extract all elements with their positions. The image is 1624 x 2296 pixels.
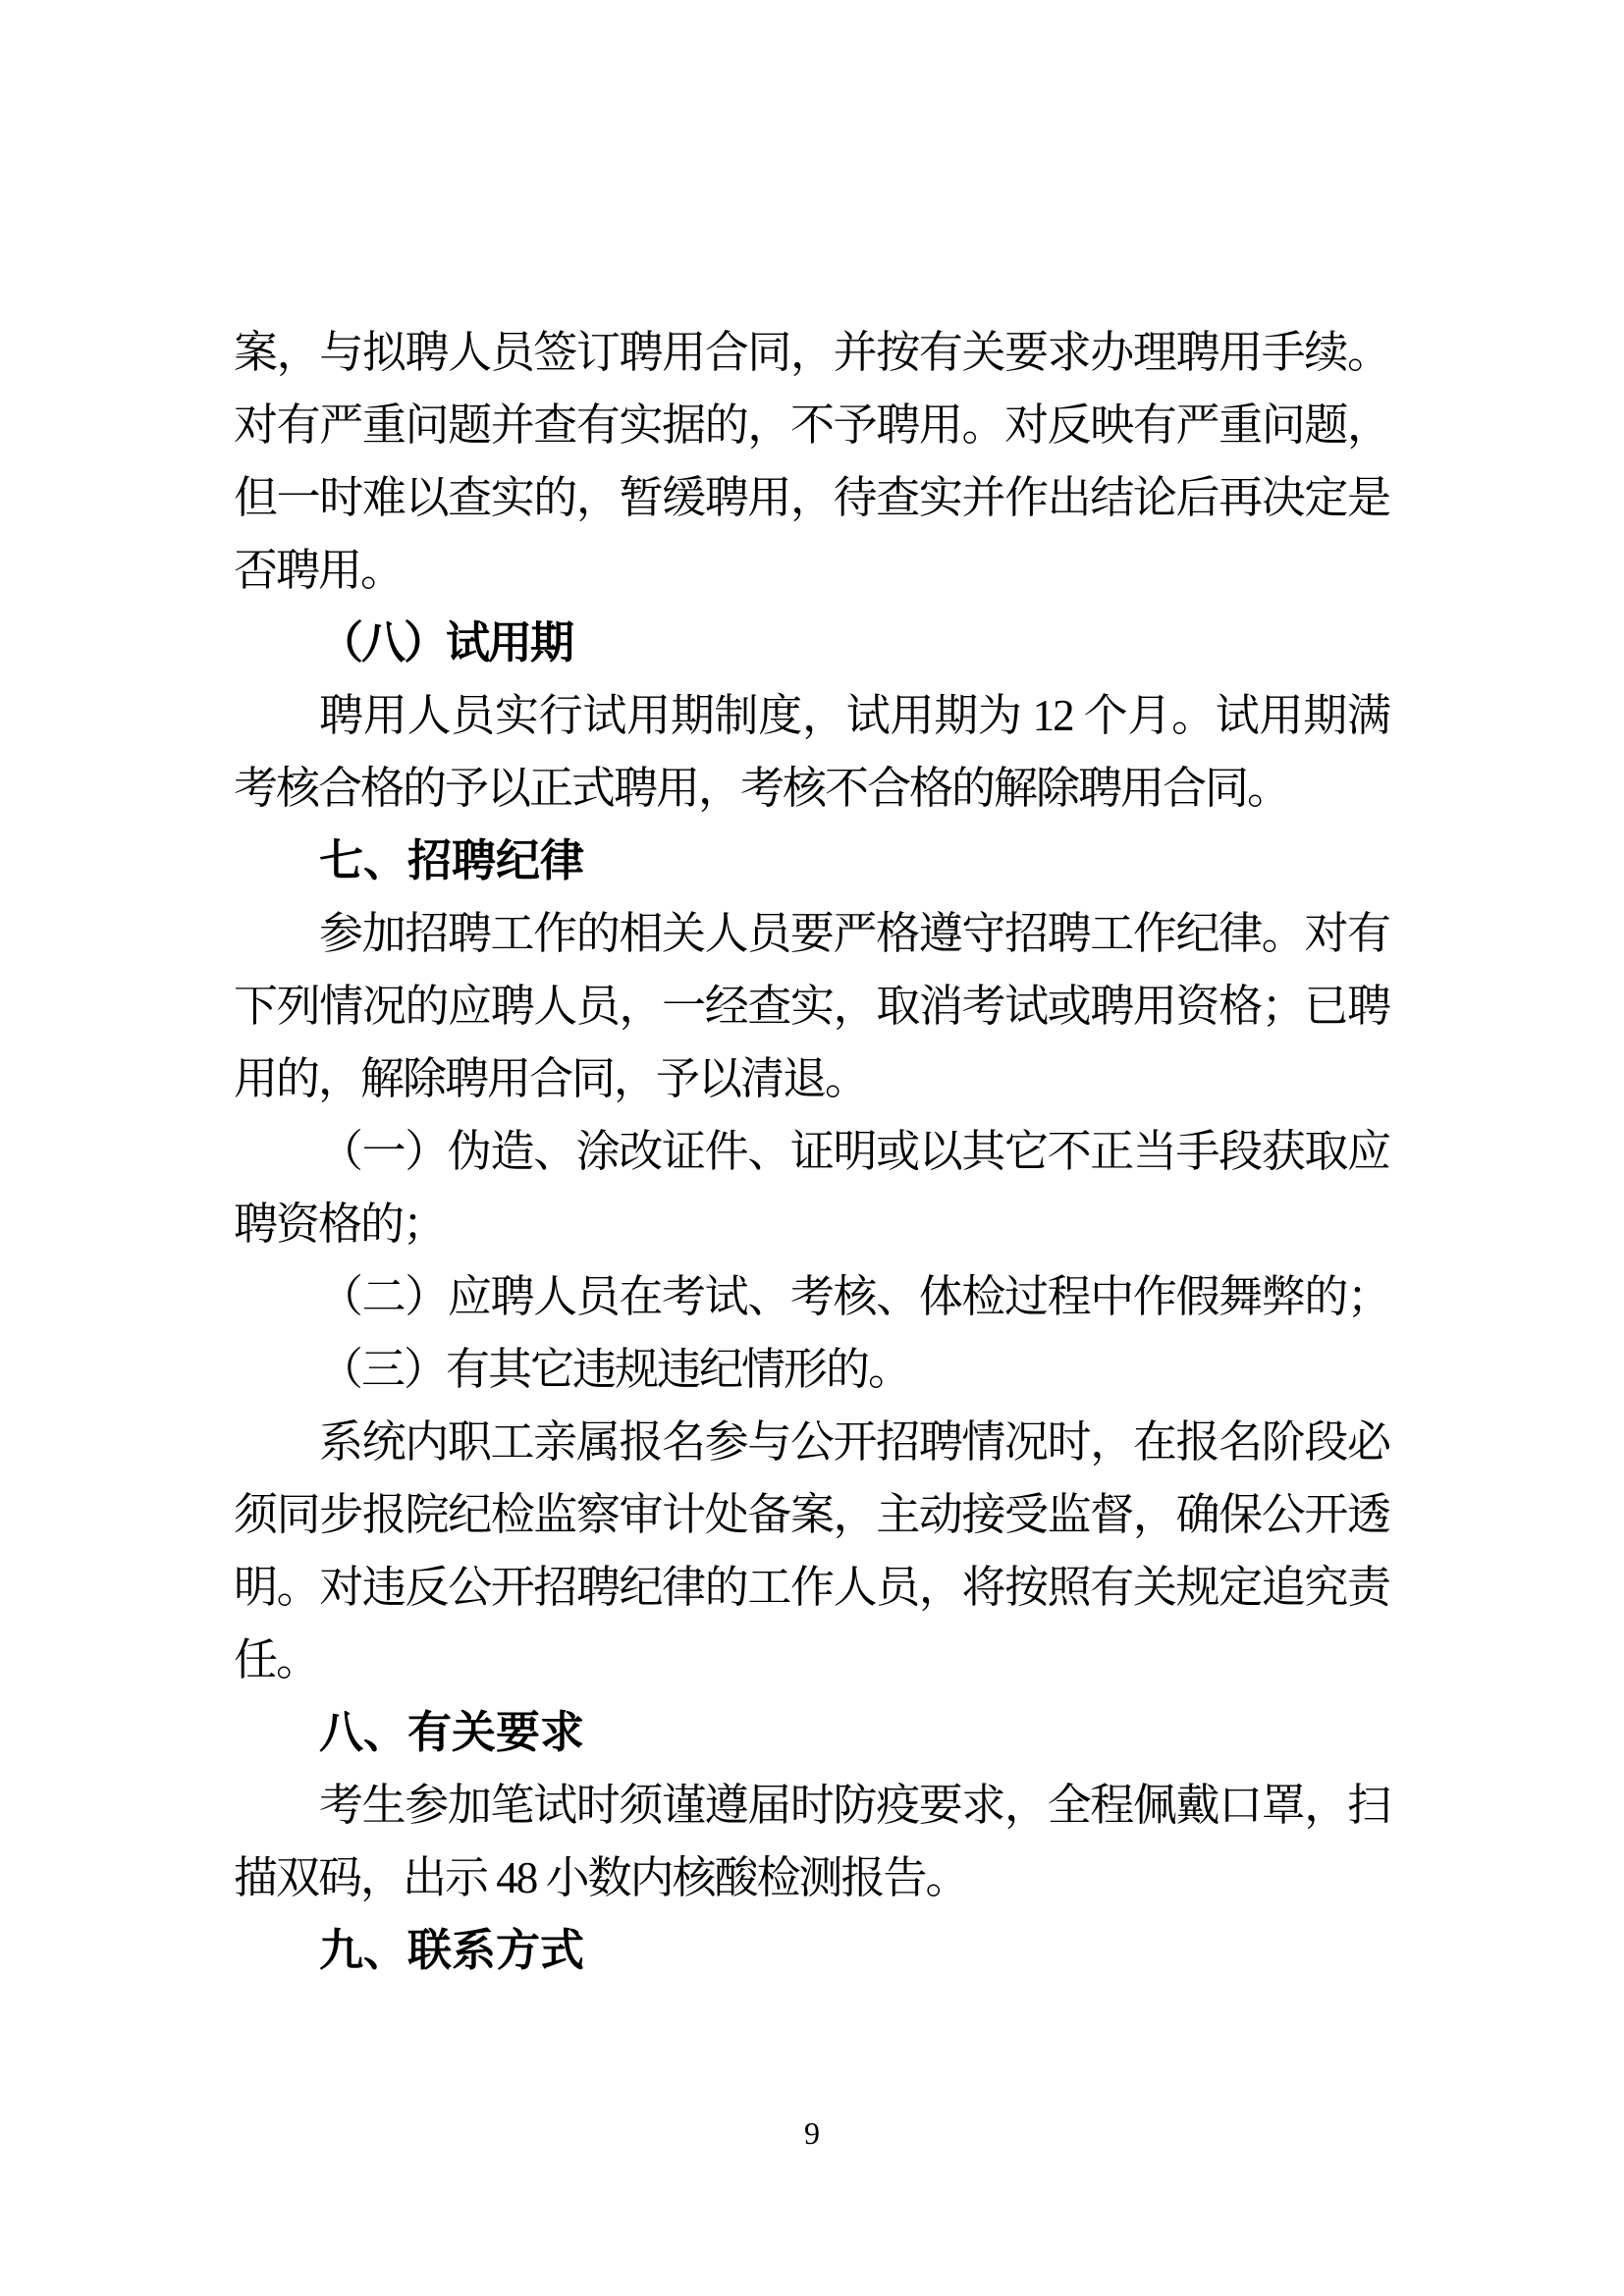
heading-contact: 九、联系方式 — [319, 1925, 585, 1975]
body-line: 聘资格的； — [234, 1200, 446, 1249]
heading-trial-period: （八）试用期 — [319, 618, 573, 667]
page-number: 9 — [804, 2115, 820, 2151]
body-line: 考核合格的予以正式聘用，考核不合格的解除聘用合同。 — [234, 764, 1290, 813]
body-line: 但一时难以查实的，暂缓聘用，待查实并作出结论后再决定是 — [234, 473, 1389, 522]
heading-requirements: 八、有关要求 — [319, 1707, 585, 1757]
body-line: 聘用人员实行试用期制度，试用期为 12 个月。试用期满 — [319, 691, 1389, 740]
body-line: 须同步报院纪检监察审计处备案，主动接受监督，确保公开透 — [234, 1490, 1389, 1539]
body-line: 对有严重问题并查有实据的，不予聘用。对反映有严重问题， — [234, 400, 1389, 450]
body-line: 考生参加笔试时须谨遵届时防疫要求，全程佩戴口罩，扫 — [319, 1781, 1389, 1830]
body-line: 用的，解除聘用合同，予以清退。 — [234, 1054, 868, 1103]
body-line: 案，与拟聘人员签订聘用合同，并按有关要求办理聘用手续。 — [234, 328, 1389, 377]
body-line: （一）伪造、涂改证件、证明或以其它不正当手段获取应 — [319, 1127, 1389, 1176]
body-line: 参加招聘工作的相关人员要严格遵守招聘工作纪律。对有 — [319, 909, 1389, 958]
body-line: （二）应聘人员在考试、考核、体检过程中作假舞弊的； — [319, 1272, 1389, 1321]
document-body — [234, 316, 1389, 1987]
body-line: （三）有其它违规违纪情形的。 — [319, 1345, 911, 1394]
heading-recruitment-discipline: 七、招聘纪律 — [319, 835, 585, 885]
body-line: 任。 — [234, 1635, 319, 1684]
body-line: 否聘用。 — [234, 546, 404, 595]
body-line: 系统内职工亲属报名参与公开招聘情况时，在报名阶段必 — [319, 1417, 1389, 1467]
body-line: 下列情况的应聘人员，一经查实，取消考试或聘用资格；已聘 — [234, 982, 1389, 1031]
body-line: 描双码，出示 48 小数内核酸检测报告。 — [234, 1853, 968, 1902]
body-line: 明。对违反公开招聘纪律的工作人员，将按照有关规定追究责 — [234, 1563, 1389, 1612]
